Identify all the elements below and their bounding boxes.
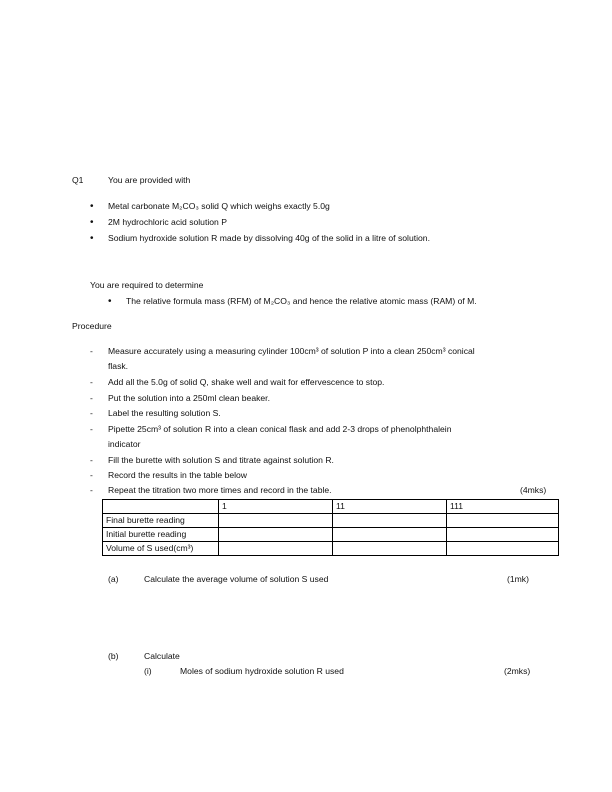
dash: - [90,485,93,495]
dash: - [90,408,93,418]
bullet-icon: • [90,201,94,212]
procedure-step: Put the solution into a 250ml clean beaker. [108,393,270,403]
table-cell[interactable] [333,542,447,556]
procedure-step: Add all the 5.0g of solid Q, shake well and wait for effervescence to stop. [108,377,385,387]
procedure-step-cont: flask. [108,361,129,371]
part-a-text: Calculate the average volume of solution S used [144,574,329,584]
table-cell[interactable] [447,528,559,542]
bullet-icon: • [90,233,94,244]
procedure-step: Measure accurately using a measuring cylinder 100cm³ of solution P into a clean 250cm³ conical [108,346,475,356]
table-row [103,528,559,542]
table-header: 11 [333,500,447,514]
dash: - [90,455,93,465]
results-table [102,499,559,556]
row-label: Final burette reading [103,514,219,528]
dash: - [90,393,93,403]
table-cell[interactable] [219,514,333,528]
table-header [103,500,219,514]
part-b-i-label: (i) [144,666,152,676]
part-b-text: Calculate [144,651,180,661]
dash: - [90,377,93,387]
bullet-icon: • [90,217,94,228]
procedure-step: Pipette 25cm³ of solution R into a clean conical flask and add 2-3 drops of phenolphthalein [108,424,452,434]
bullet-icon: • [108,296,112,307]
procedure-step: Label the resulting solution S. [108,408,221,418]
required-item: The relative formula mass (RFM) of M₂CO₃ and hence the relative atomic mass (RAM) of M. [126,296,477,306]
table-cell[interactable] [219,528,333,542]
procedure-step: Fill the burette with solution S and titrate against solution R. [108,455,334,465]
table-cell[interactable] [447,542,559,556]
part-a-marks: (1mk) [507,574,529,584]
part-b-label: (b) [108,651,119,661]
table-cell[interactable] [333,528,447,542]
part-b-i-marks: (2mks) [504,666,531,676]
table-cell[interactable] [219,542,333,556]
intro-text: You are provided with [108,175,191,185]
table-header: 1 [219,500,333,514]
part-b-i-text: Moles of sodium hydroxide solution R used [180,666,344,676]
table-cell[interactable] [447,514,559,528]
table-header: 111 [447,500,559,514]
dash: - [90,346,93,356]
procedure-step: Record the results in the table below [108,470,248,480]
table-row [103,514,559,528]
row-label: Initial burette reading [103,528,219,542]
part-a-label: (a) [108,574,119,584]
row-label: Volume of S used(cm³) [103,542,219,556]
procedure-step-cont: indicator [108,439,141,449]
procedure-heading: Procedure [72,321,112,331]
table-cell[interactable] [333,514,447,528]
table-row [103,542,559,556]
dash: - [90,470,93,480]
table-header-row [103,500,559,514]
procedure-step: Repeat the titration two more times and record in the table. [108,485,332,495]
provided-item: 2M hydrochloric acid solution P [108,217,227,227]
marks: (4mks) [520,485,547,495]
provided-item: Sodium hydroxide solution R made by dissolving 40g of the solid in a litre of solution. [108,233,430,243]
provided-item: Metal carbonate M₂CO₃ solid Q which weighs exactly 5.0g [108,201,330,211]
question-number: Q1 [72,175,84,185]
required-intro: You are required to determine [90,280,204,290]
dash: - [90,424,93,434]
